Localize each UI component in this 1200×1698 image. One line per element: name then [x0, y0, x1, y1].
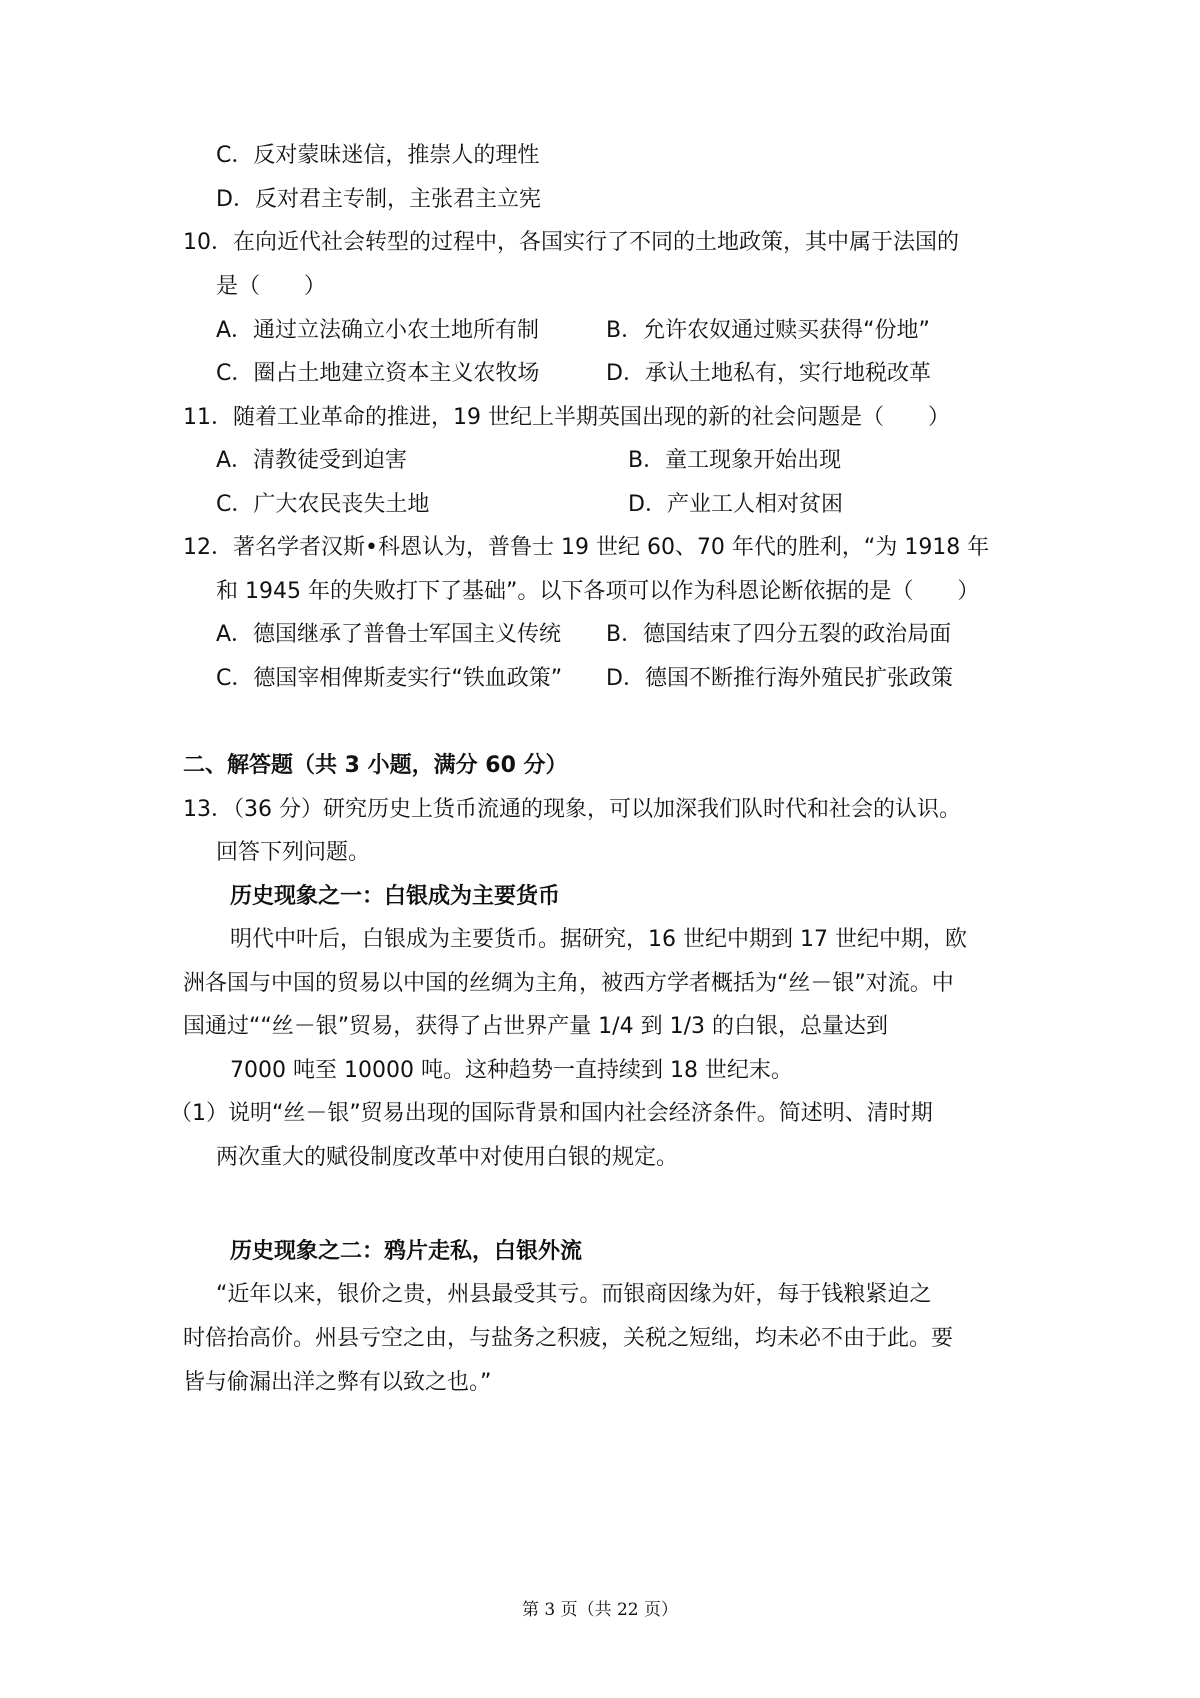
phenomenon-1-line4: 7000 吨至 10000 吨。这种趋势一直持续到 18 世纪末。	[230, 1058, 793, 1083]
phenomenon-1-line2: 洲各国与中国的贸易以中国的丝绸为主角，被西方学者概括为“丝－银”对流。中	[183, 971, 954, 996]
q9-option-c: C．反对蒙昧迷信，推崇人的理性	[216, 143, 540, 168]
q10-option-d: D．承认土地私有，实行地税改革	[606, 361, 931, 386]
q10-stem-line1: 10．在向近代社会转型的过程中，各国实行了不同的土地政策，其中属于法国的	[183, 230, 959, 255]
phenomenon-2-line1: “近年以来，银价之贵，州县最受其亏。而银商因缘为奸，每于钱粮紧迫之	[216, 1282, 932, 1307]
sub-question-1-line1: （1）说明“丝－银”贸易出现的国际背景和国内社会经济条件。简述明、清时期	[170, 1101, 933, 1126]
q11-stem: 11．随着工业革命的推进，19 世纪上半期英国出现的新的社会问题是（ ）	[183, 405, 950, 430]
q11-option-b: B．童工现象开始出现	[628, 448, 842, 473]
q12-stem-line1: 12．著名学者汉斯•科恩认为，普鲁士 19 世纪 60、70 年代的胜利，“为 1918 年	[183, 535, 990, 560]
q11-option-d: D．产业工人相对贫困	[628, 492, 843, 517]
q10-option-a: A．通过立法确立小农土地所有制	[216, 318, 540, 343]
q13-stem-line1: 13．（36 分）研究历史上货币流通的现象，可以加深我们队时代和社会的认识。	[183, 797, 961, 822]
sub-question-1-line2: 两次重大的赋役制度改革中对使用白银的规定。	[216, 1145, 679, 1170]
q12-stem-line2: 和 1945 年的失败打下了基础”。以下各项可以作为科恩论断依据的是（ ）	[216, 579, 980, 604]
phenomenon-2-line3: 皆与偷漏出洋之弊有以致之也。”	[183, 1370, 492, 1395]
q9-option-d: D．反对君主专制，主张君主立宪	[216, 187, 541, 212]
q11-option-a: A．清教徒受到迫害	[216, 448, 408, 473]
section-heading: 二、解答题（共 3 小题，满分 60 分）	[183, 753, 568, 778]
q12-option-d: D．德国不断推行海外殖民扩张政策	[606, 666, 953, 691]
q10-option-c: C．圈占土地建立资本主义农牧场	[216, 361, 540, 386]
phenomenon-1-line1: 明代中叶后，白银成为主要货币。据研究，16 世纪中期到 17 世纪中期，欧	[230, 927, 967, 952]
q12-option-b: B．德国结束了四分五裂的政治局面	[606, 622, 952, 647]
phenomenon-1-line3: 国通过““丝－银”贸易，获得了占世界产量 1/4 到 1/3 的白银，总量达到	[183, 1014, 888, 1039]
q13-stem-line2: 回答下列问题。	[216, 840, 371, 865]
q10-option-b: B．允许农奴通过赎买获得“份地”	[606, 318, 930, 343]
q11-option-c: C．广大农民丧失土地	[216, 492, 430, 517]
phenomenon-1-title: 历史现象之一：白银成为主要货币	[230, 884, 561, 909]
phenomenon-2-title: 历史现象之二：鸦片走私，白银外流	[230, 1239, 583, 1264]
q12-option-c: C．德国宰相俾斯麦实行“铁血政策”	[216, 666, 563, 691]
q10-stem-line2: 是（ ）	[216, 274, 327, 299]
q12-option-a: A．德国继承了普鲁士军国主义传统	[216, 622, 562, 647]
phenomenon-2-line2: 时倍抬高价。州县亏空之由，与盐务之积疲，关税之短绌，均未必不由于此。要	[183, 1326, 954, 1351]
page-footer: 第 3 页（共 22 页）	[521, 1600, 679, 1620]
